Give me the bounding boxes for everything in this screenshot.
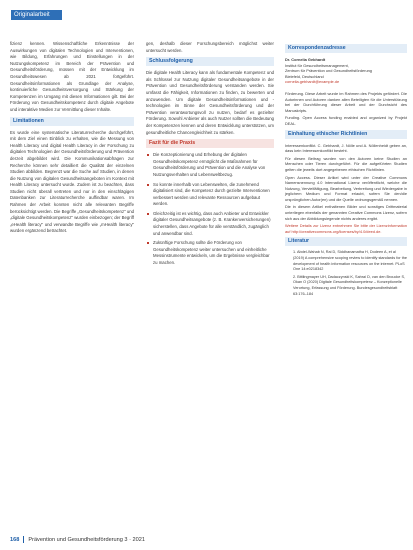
conflict-of-interest: Interessenkonflikt. C. Gebhardt, J. Nölle und A. Nöllenheidt geben an, dass kein Interessenkonflikt besteht. bbox=[285, 142, 407, 154]
paragraph: Es wurde eine systematische Literaturrecherche durchgeführt, mit dem Ziel einen Einblick zu erhalten, wie die Messung von Health Literacy und digital Health Literacy in der Forschung zu digitalen Technologien der Gesundheitsförderung und Prävention derzeit abgebildet wird. Die Kommunikationsabfragen zur Recherche können sehr detailliert die Qualität der einzelnen Studien abbilden. Begrenzt war die Suche auf Studien, in denen die Nutzung von digitalen Gesundheitsangeboten im Kontext mit Health Literacy untersucht wurde. Zudem ist zu beachten, dass Studien nicht überall vertreten und nur in den einschlägigen Datenbanken zur Literaturrecherche auffindbar waren. Im Rahmen der Arbeit konnten nicht alle relevanten Begriffe berücksichtigt werden. Die Begriffe „Gesundheitskompetenz" und „digitale Gesundheitskompetenz" wurden einbezogen; der Begriff „eHealth literacy" und verwandte Begriffe wie „mHealth literacy" wurden ergänzend betrachtet. bbox=[10, 129, 134, 234]
reference-item: 1. Abdel-Wahab N, Rai D, Siddhanamatha H, Dodeen A, et al (2019) A comprehensive scoping review to identify standards for the development of health information resources on the internet. PLoS One 14:e0218342 bbox=[293, 250, 407, 272]
ethics-statement: Für diesen Beitrag wurden von den Autoren keine Studien an Menschen oder Tieren durchgeführt. Für die aufgeführten Studien gelten die jeweils dort angegebenen ethischen Richtlinien. bbox=[285, 155, 407, 172]
section-tag: Originalarbeit bbox=[11, 10, 62, 20]
list-item: So konnte innerhalb von Lebenswelten, die zunehmend digitalisiert sind, die Kompetenz durch gezielte Interventionen verbessert werden und relevante Ressourcen aufgebaut werden. bbox=[153, 182, 274, 208]
section-heading-limitationen: Limitationen bbox=[10, 117, 134, 126]
address-line: Zentrum für Prävention und Gesundheitsförderung bbox=[285, 68, 372, 74]
correspondence-heading: Korrespondenzadresse bbox=[285, 44, 407, 53]
open-access-statement-2: Die in diesem Artikel enthaltenen Bilder und sonstiges Drittmaterial unterliegen ebenfalls der genannten Creative Commons Lizenz, sofern sich aus der Abbildungslegende nichts anderes ergibt. bbox=[285, 204, 407, 221]
address-line: Bielefeld, Deutschland bbox=[285, 73, 324, 79]
page-number: 168 bbox=[10, 536, 20, 543]
address-line: Dr. Cornelia Gebhardt bbox=[285, 57, 326, 62]
practice-list bbox=[146, 152, 274, 267]
section-heading-schlussfolgerung: Schlussfolgerung bbox=[146, 57, 274, 66]
literature-heading: Literatur bbox=[285, 237, 407, 246]
list-item: Gleichzeitig ist es wichtig, dass auch Anbieter und Entwickler digitaler Gesundheitsangebote (z. B. Krankenversicherungen) sicherstellen, dass Angebote für alle verständlich, zugänglich und anwendbar sind. bbox=[153, 211, 274, 237]
paragraph: gen, deshalb dieser Forschungsbereich möglichst weiter untersucht werden. bbox=[146, 41, 274, 53]
reference-item: 2. Bittlingmayer UH, Dadaczynski K, Sahrai D, van den Broucke S, Okan O (2020) Digitale Gesundheitskompetenz – Konzeptionelle Verortung, Erfassung und Förderung. Bundesgesundheitsblatt 63:176–184 bbox=[293, 274, 406, 296]
correspondence-address bbox=[285, 57, 407, 85]
practice-box-title: Fazit für die Praxis bbox=[146, 139, 274, 148]
journal-name: Prävention und Gesundheitsförderung 3 · 2021 bbox=[28, 536, 145, 543]
open-access-statement: Open Access. Dieser Artikel wird unter der Creative Commons Namensnennung 4.0 International Lizenz veröffentlicht, welche die Nutzung, Vervielfältigung, Bearbeitung, Verbreitung und Wiedergabe in jeglichem Medium und Format erlaubt, sofern Sie den/die ursprünglichen Autor(en) und die Quelle ordnungsgemäß nennen. bbox=[285, 174, 407, 202]
email-link[interactable]: cornelia.gebhardt@example.de bbox=[285, 79, 340, 85]
ethics-heading: Einhaltung ethischer Richtlinien bbox=[285, 130, 407, 139]
address-line: Institut für Gesundheitsmanagement, bbox=[285, 62, 349, 68]
column-2 bbox=[146, 41, 274, 270]
paragraph: fizienz kennen. Wissenschaftliche Erkenntnisse der Auswirkungen von digitalen Technologien und Interventionen, wie Bildung, Erfahrungen und Einstellungen in der Nutzungskompetenz im Bereich der Prävention und Gesundheitsförderung, müssen mit der Entwicklung im Gesundheitswesen ab 2021 fortgeführt. Gesundheitsinformationen als Grundlage der Analyse, kontinuierliche Gesundheitsversorgung und Stärkung der Kompetenzen im Umgang mit diesen Informationen gilt. Bei der Förderung von Gesundheitskompetenz durch digitale Angebote und interaktive Medien zur Vermittlung dieser Inhalte. bbox=[10, 41, 134, 112]
column-1 bbox=[10, 41, 134, 237]
list-item: Zukünftige Forschung sollte die Förderung von Gesundheitskompetenz weiter untersuchen und einheitliche Messinstrumente entwickeln, um die Ergebnisse vergleichbar zu machen. bbox=[153, 240, 274, 266]
list-item: Die Konzeptionierung und Erhebung der digitalen Gesundheitskompetenz ermöglicht die Maßnahmen für Gesundheitsförderung und Prävention und die Analyse von Nutzungsverhalten und Lebensweltbezug. bbox=[153, 152, 274, 178]
paragraph: Die digitale Health Literacy kann als fundamentale Kompetenz und als Schlüssel zur Nutzung digitaler Gesundheitsangebote in der Prävention und Gesundheitsförderung verstanden werden. Sie umfasst die Fähigkeit, Informationen zu finden, zu bewerten und anzuwenden. Um digitale Gesundheitsinformationen und -technologien im Sinne der Gesundheitsförderung und der Prävention verantwortungsvoll zu nutzen, bedarf es gezielter Förderung. Sowohl Anbieter als auch Nutzer sollten die Bedeutung der Kompetenzen kennen und deren Entwicklung unterstützen, um gesundheitliche Chancengleichheit zu stärken. bbox=[146, 70, 274, 135]
footer-divider bbox=[23, 536, 24, 543]
reference-list bbox=[285, 250, 407, 297]
license-link[interactable]: Weitere Details zur Lizenz entnehmen Sie bitte der Lizenzinformation auf http://creativecommons.org/licenses/by/4.0/deed.de. bbox=[285, 223, 407, 234]
page-footer bbox=[10, 536, 145, 543]
column-3 bbox=[285, 41, 407, 297]
funding-note-2: Funding. Open Access funding enabled and organized by Projekt DEAL. bbox=[285, 115, 407, 126]
funding-note: Förderung. Diese Arbeit wurde im Rahmen des Projekts gefördert. Die Autorinnen und Autoren danken allen Beteiligten für die Unterstützung bei der Durchführung dieser Arbeit und der Durchsicht des Manuskripts. bbox=[285, 90, 407, 113]
